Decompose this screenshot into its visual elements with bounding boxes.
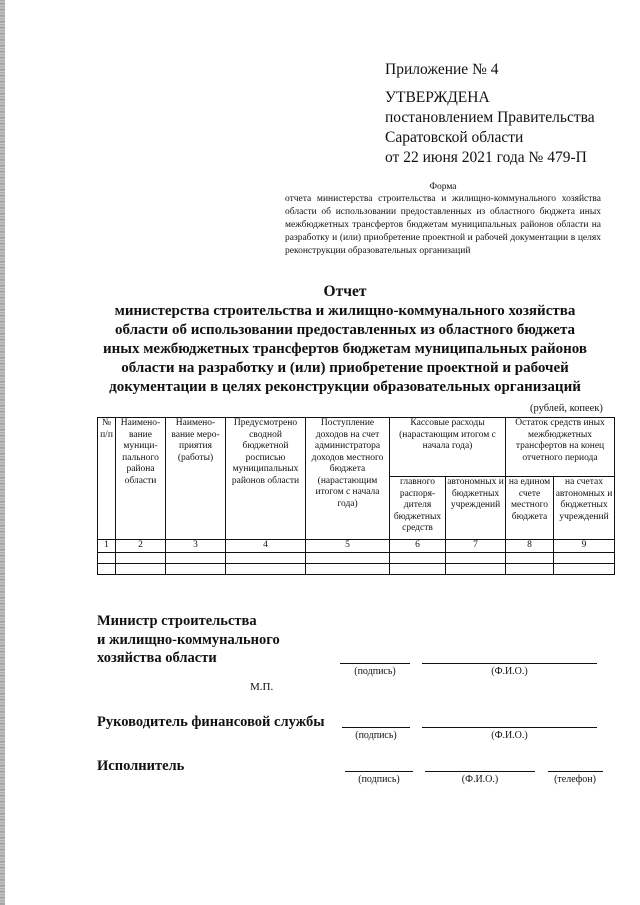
empty-data-row [98, 563, 615, 574]
minister-line-1: Министр строительства [97, 613, 257, 629]
header-cell-institution-accounts: на счетах автономных и бюджетных учреждений [554, 477, 615, 540]
table-cell [390, 563, 446, 574]
header-cell-balance: Остаток средств иных межбюджетных трансфертов на конец отчетного периода [506, 418, 615, 477]
column-number: 6 [390, 540, 446, 553]
table-cell [226, 563, 306, 574]
empty-data-row [98, 552, 615, 563]
header-cell-receipts: Поступление доходов на счет администратора доходов местного бюджета (нарастающим итогом с начала года) [306, 418, 390, 540]
table-cell [306, 552, 390, 563]
finance-name-caption: (Ф.И.О.) [491, 730, 528, 741]
report-heading [90, 282, 600, 397]
header-cell-institutions-expenses: автономных и бюджетных учреждений [446, 477, 506, 540]
column-number: 4 [226, 540, 306, 553]
decree-line-1: постановлением Правительства [385, 109, 595, 126]
table-cell [98, 563, 116, 574]
executor-phone-line [548, 771, 603, 772]
minister-line-3: хозяйства области [97, 650, 217, 666]
header-cell-main-manager: главного распоря-дителя бюджетных средств [390, 477, 446, 540]
table-cell [446, 552, 506, 563]
form-title: Форма [429, 182, 457, 192]
table-cell [306, 563, 390, 574]
report-title: Отчет [323, 283, 367, 300]
executor-signature-line [345, 771, 413, 772]
executor-name-caption: (Ф.И.О.) [461, 774, 499, 785]
table-cell [166, 563, 226, 574]
report-line-3: иных межбюджетных трансфертов бюджетам муниципальных районов [102, 341, 588, 357]
report-line-2: области об использовании предоставленных из областного бюджета [114, 322, 575, 338]
header-cell-planned: Предусмотрено сводной бюджетной росписью муниципальных районов области [226, 418, 306, 540]
table-cell [506, 552, 554, 563]
executor-title: Исполнитель [97, 758, 185, 774]
table-cell [554, 563, 615, 574]
table-cell [116, 563, 166, 574]
header-cell-cash-expenses: Кассовые расходы (нарастающим итогом с начала года) [390, 418, 506, 477]
minister-line-2: и жилищно-коммунального [97, 631, 280, 648]
decree-line-2: Саратовской области [385, 129, 524, 146]
table-cell [98, 552, 116, 563]
header-cell-number: № п/п [98, 418, 116, 540]
header-cell-single-account: на едином счете местного бюджета [506, 477, 554, 540]
executor-name-line [425, 771, 535, 772]
header-cell-district: Наимено-вание муници-пального района области [116, 418, 166, 540]
column-numbers-row [98, 540, 615, 553]
appendix-label: Приложение № 4 [385, 61, 499, 78]
approved-label: УТВЕРЖДЕНА [385, 89, 490, 106]
seal-placeholder: М.П. [250, 681, 274, 693]
column-number: 3 [166, 540, 226, 553]
minister-signature-caption: (подпись) [354, 666, 396, 677]
finance-head-title: Руководитель финансовой службы [97, 714, 325, 730]
column-number: 5 [306, 540, 390, 553]
minister-signature-line [340, 663, 410, 664]
unit-note: (рублей, копеек) [530, 403, 603, 414]
header-cell-activity: Наимено-вание меро-приятия (работы) [166, 418, 226, 540]
report-table [97, 417, 615, 575]
report-line-1: министерства строительства и жилищно-коммунального хозяйства [114, 303, 576, 319]
minister-title [97, 612, 280, 668]
table-cell [226, 552, 306, 563]
approval-block [385, 60, 595, 168]
column-number: 9 [554, 540, 615, 553]
header-row-1 [98, 418, 615, 477]
column-number: 2 [116, 540, 166, 553]
finance-name-line [422, 727, 597, 728]
report-line-4: области на разработку и (или) приобретение проектной и рабочей [121, 360, 569, 376]
form-description: отчета министерства строительства и жилищно-коммунального хозяйства области об использовании предоставленных из областного бюджета иных межбюджетных трансфертов бюджетам муниципальных районов области на разработку и (или) приобретение проектной и рабочей документации в целях реконструкции образовательных организаций [285, 194, 601, 256]
finance-signature-caption: (подпись) [355, 730, 397, 741]
table-cell [446, 563, 506, 574]
decree-date: от 22 июня 2021 года № 479-П [385, 149, 587, 166]
table-cell [116, 552, 166, 563]
table-cell [390, 552, 446, 563]
minister-name-line [422, 663, 597, 664]
minister-name-caption: (Ф.И.О.) [491, 666, 528, 677]
finance-signature-line [342, 727, 410, 728]
column-number: 1 [98, 540, 116, 553]
column-number: 8 [506, 540, 554, 553]
table-cell [166, 552, 226, 563]
executor-phone-caption: (телефон) [554, 774, 596, 785]
table-cell [554, 552, 615, 563]
executor-signature-caption: (подпись) [358, 774, 400, 785]
table-cell [506, 563, 554, 574]
column-number: 7 [446, 540, 506, 553]
report-line-5: документации в целях реконструкции образовательных организаций [109, 379, 581, 395]
scan-edge-artifact [0, 0, 5, 905]
